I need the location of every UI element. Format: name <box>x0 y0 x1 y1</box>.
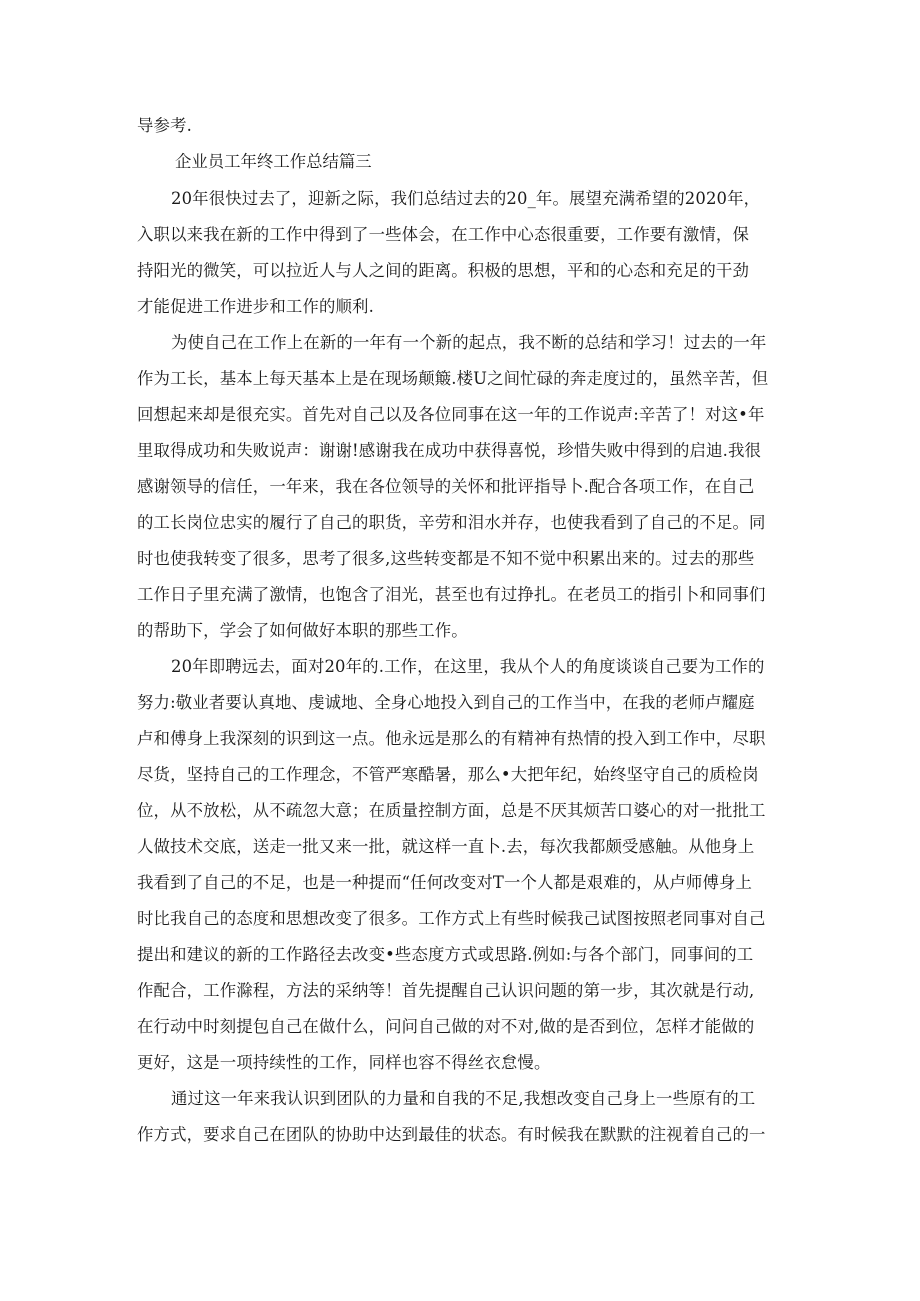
paragraph-line: 我看到了自己的不足，也是一种提而“任何改变对T一个人都是艰难的，从卢师傅身上 <box>137 873 753 892</box>
paragraph-line: 通过这一年来我认识到团队的力量和自我的不足,我想改变自己身上一些原有的工 <box>171 1089 756 1108</box>
paragraph-line: 位，从不放松，从不疏忽大意；在质量控制方面，总是不厌其烦苦口婆心的对一批批工 <box>137 801 766 820</box>
paragraph-line: 卢和傅身上我深刻的识到这一点。他永远是那么的有精神有热情的投入到工作中，尽职 <box>137 729 766 748</box>
paragraph-line: 努力:敬业者要认真地、虔诚地、全身心地投入到自己的工作当中，在我的老师卢耀庭 <box>137 693 755 712</box>
paragraph-line: 的帮助下，学会了如何做好本职的那些工作。 <box>137 621 468 640</box>
top-fragment: 导参考. <box>137 116 192 135</box>
paragraph-line: 20年即聘远去，面对20年的.工作，在这里，我从个人的角度谈谈自己要为工作的 <box>171 657 765 676</box>
paragraph-line: 更好，这是一项持续性的工作，同样也容不得丝衣怠慢。 <box>137 1053 551 1072</box>
paragraph-line: 才能促进工作进步和工作的顺利. <box>137 297 374 316</box>
paragraph-line: 持阳光的微笑，可以拉近人与人之间的距离。积极的思想，平和的心态和充足的干劲 <box>137 261 750 280</box>
section-heading: 企业员工年终工作总结篇三 <box>175 152 372 171</box>
paragraph-line: 20年很快过去了，迎新之际，我们总结过去的20_年。展望充满希望的2020年， <box>171 189 761 208</box>
paragraph-line: 回想起来却是很充实。首先对自己以及各位同事在这一年的工作说声:辛苦了！对这•年 <box>137 405 765 424</box>
paragraph-line: 入职以来我在新的工作中得到了一些体会，在工作中心态很重要，工作要有激情，保 <box>137 225 750 244</box>
paragraph-line: 的工长岗位忠实的履行了自己的职货，辛劳和泪水并存，也使我看到了自己的不足。同 <box>137 513 766 532</box>
paragraph-line: 作为工长，基本上每天基本上是在现场颠簸.楼U之间忙碌的奔走度过的，虽然辛苦，但 <box>137 369 769 388</box>
document-page <box>137 114 785 1159</box>
paragraph-line: 时比我自己的态度和思想改变了很多。工作方式上有些时候我己试图按照老同事对自己 <box>137 909 766 928</box>
paragraph-line: 作方式，要求自己在团队的协助中达到最佳的状态。有时候我在默默的注视着自己的一 <box>137 1125 766 1144</box>
paragraph-line: 在行动中时刻提包自己在做什么，问问自己做的对不对,做的是否到位，怎样才能做的 <box>137 1017 755 1036</box>
paragraph-line: 提出和建议的新的工作路径去改变•些态度方式或思路.例如:与各个部门，同事间的工 <box>137 945 754 964</box>
paragraph-3 <box>137 655 785 1074</box>
paragraph-line: 里取得成功和失败说声：谢谢!感谢我在成功中获得喜悦，珍惜失败中得到的启迪.我很 <box>137 441 762 460</box>
paragraph-line: 作配合，工作滁程，方法的采纳等！首先提醒自己认识问题的第一步，其次就是行动, <box>137 981 755 1000</box>
paragraph-line: 感谢领导的信任，一年来，我在各位领导的关怀和批评指导卜.配合各项工作，在自己 <box>137 477 755 496</box>
paragraph-2 <box>137 331 785 642</box>
paragraph-line: 为使自己在工作上在新的一年有一个新的起点，我不断的总结和学习！过去的一年 <box>171 333 767 352</box>
paragraph-line: 时也使我转变了很多，思考了很多,这些转变都是不知不觉中积累出来的。过去的那些 <box>137 549 755 568</box>
paragraph-line: 尽货，坚持自己的工作理念，不管严寒酷暑，那么•大把年纪，始终坚守自己的质检岗 <box>137 765 759 784</box>
paragraph-1 <box>137 187 785 318</box>
paragraph-line: 人做技术交底，送走一批又来一批，就这样一直卜.去，每次我都颇受感触。从他身上 <box>137 837 755 856</box>
paragraph-4 <box>137 1087 785 1146</box>
paragraph-line: 工作日子里充满了激情，也饱含了泪光，甚至也有过挣扎。在老员工的指引卜和同事们 <box>137 585 766 604</box>
